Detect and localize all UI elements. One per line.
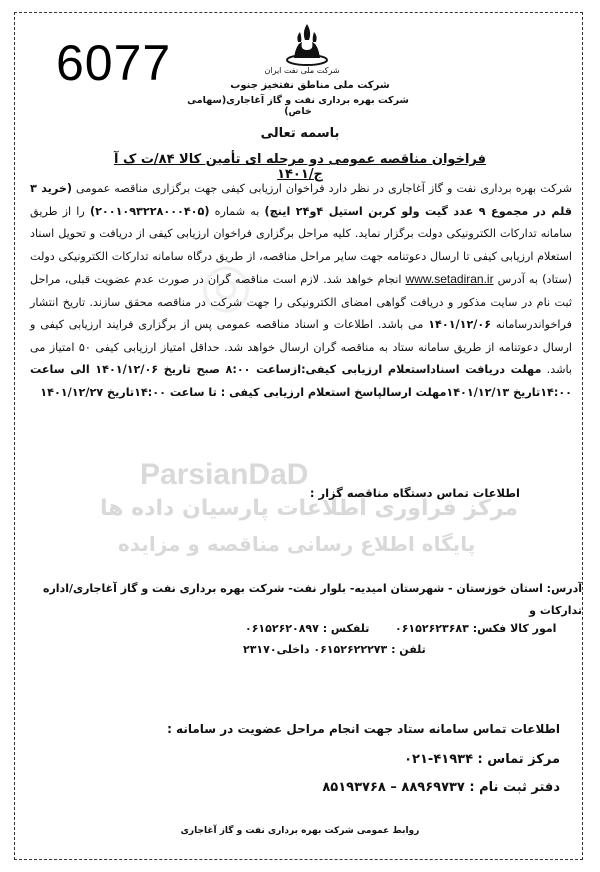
address-block [20, 578, 582, 622]
setad-call-center: مرکز تماس : ۴۱۹۳۴-۰۲۱ [404, 752, 560, 767]
body-publish-date: ۱۴۰۱/۱۲/۰۶ [428, 318, 492, 331]
setad-registration-office: دفتر ثبت نام : ۸۸۹۶۹۷۳۷ – ۸۵۱۹۳۷۶۸ [322, 780, 560, 795]
notice-body [30, 178, 572, 404]
telfax-number: تلفکس : ۰۶۱۵۲۶۲۰۸۹۷ [245, 622, 370, 635]
body-text-3: را از طریق سامانه تدارکات الکترونیکی دولت برگزار نماید. کلیه مراحل برگزاری فراخوان ارزیابی کیفی از دریافت و تحویل اسناد استعلام ارزیابی کیفی تا ارسال دعوتنامه جهت سایر مراحل مناقصه، از طریق درگاه سامانه تدارکات الکترونیکی دولت (ستاد) به آدرس [30, 204, 572, 286]
body-tender-number: (۲۰۰۱۰۹۳۲۲۸۰۰۰۴۰۵) [89, 204, 210, 218]
header-line-3: شرکت بهره برداری نفت و گاز آغاجاری(سهامی خاص) [187, 95, 409, 117]
watermark-brand: ParsianDaD [140, 458, 309, 491]
fax-number: امور کالا فکس: ۰۶۱۵۲۶۲۳۶۸۳ [395, 622, 557, 635]
body-item-description: (خرید ۳ قلم در مجموع ۹ عدد گیت ولو کربن استیل ۴و۲۴ اینچ) [30, 182, 572, 218]
watermark-line2: پایگاه اطلاع رسانی مناقصه و مزایده [118, 532, 476, 556]
body-text-5: می باشد. اطلاعات و اسناد مناقصه عمومی پس از برگزاری فرایند ارزیابی کیفی و ارسال دعوتنامه از طریق سامانه ستاد به مناقصه گران ارسال خواهد شد. حداقل امتیاز ارزیابی کیفی ۵۰ امتیاز می باشد. [30, 318, 572, 376]
contact-heading: اطلاعات تماس دستگاه مناقصه گزار : [309, 486, 520, 500]
notice-title: فراخوان مناقصه عمومی دو مرحله ای تأمین کالا ۸۴/ت ک آ ج/۱۴۰۱ [114, 152, 486, 182]
salutation: باسمه تعالی [260, 126, 340, 141]
body-deadlines: مهلت دریافت اسناداستعلام ارزیابی کیفی:ازساعت ۸:۰۰ صبح تاریخ ۱۴۰۱/۱۲/۰۶ الی ساعت ۱۴:۰۰تاریخ ۱۴۰۱/۱۲/۱۳مهلت ارسالپاسخ استعلام ارزیابی کیفی : تا ساعت ۱۴:۰۰تاریخ ۱۴۰۱/۱۲/۲۷ [30, 363, 572, 399]
nioc-logo-icon [272, 20, 342, 70]
footer-public-relations: روابط عمومی شرکت بهره برداری نفت و گاز آغاجاری [180, 826, 420, 836]
setad-contact-heading: اطلاعات تماس سامانه ستاد جهت انجام مراحل عضویت در سامانه : [167, 722, 560, 736]
header-line-2: شرکت ملی مناطق نفتخیز جنوب [230, 80, 390, 91]
phone-number: تلفن : ۰۶۱۵۲۶۲۲۲۷۳ داخلی۲۳۱۷۰ [243, 643, 426, 656]
address-line-1: آدرس: استان خوزستان - شهرستان امیدیه- بلوار نفت- شرکت بهره برداری نفت و گاز آغاجاری/اداره تدارکات و [42, 582, 582, 617]
watermark-logo: ◎ [200, 250, 253, 320]
body-text-4: انجام خواهد شد. لازم است مناقصه گران در صورت عدم عضویت قبلی، مراحل ثبت نام در سایت مذکور و دریافت گواهی امضای الکترونیکی را جهت شرکت در مناقصه محقق سازند. تاریخ انتشار فراخواندرسامانه [30, 273, 572, 331]
watermark-line1: مرکز فرآوری اطلاعات پارسیان داده ها [100, 496, 519, 521]
header-line-1: شرکت ملی نفت ایران [264, 66, 340, 75]
body-text-2: به شماره [214, 204, 260, 218]
body-text-1: شرکت بهره برداری نفت و گاز آغاجاری در نظر دارد فراخوان ارزیابی کیفی جهت برگزاری مناقصه عمومی [76, 182, 572, 195]
document-number: 6077 [56, 35, 172, 91]
setad-link[interactable]: www.setadiran.ir [405, 272, 494, 286]
